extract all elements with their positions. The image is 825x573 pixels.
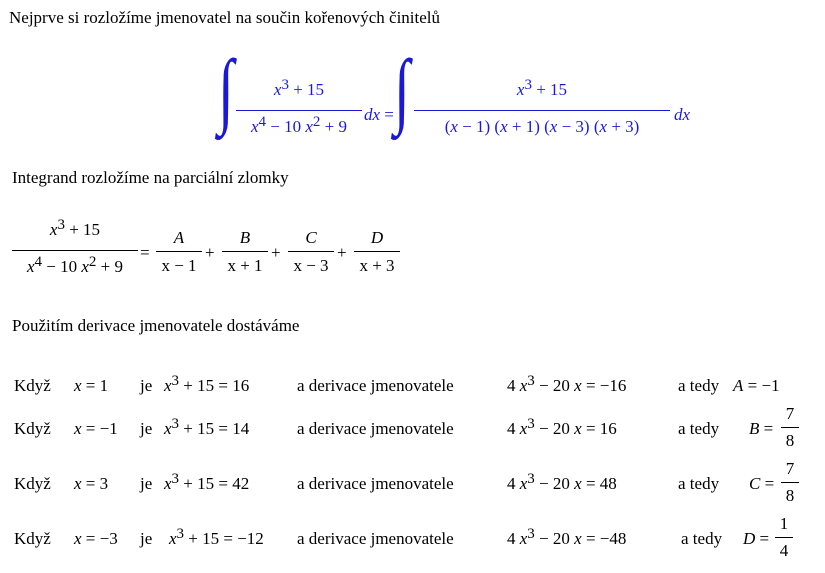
- term-b-numerator: B: [239, 228, 251, 247]
- fraction-bar: [156, 251, 202, 252]
- integrand-numerator: $x^3 + 15$: [273, 77, 325, 99]
- term-c-numerator: C: [305, 228, 317, 247]
- kdyz-label: Když: [14, 376, 51, 395]
- fraction-bar: [222, 251, 268, 252]
- lhs-numerator: $x^3 + 15$: [49, 217, 101, 239]
- term-a-fraction: [156, 228, 202, 280]
- equals-sign: =: [140, 243, 150, 262]
- tedy-label: a tedy: [678, 376, 720, 395]
- fraction-bar: [236, 110, 362, 111]
- je-label: je: [140, 376, 153, 395]
- result-fraction-c: [781, 459, 799, 507]
- term-d-numerator: D: [370, 228, 384, 247]
- factored-denominator: (x − 1) (x + 1) (x − 3) (x + 3): [444, 117, 640, 136]
- fraction-bar: [354, 251, 400, 252]
- integral-sign-left: ∫: [218, 42, 234, 137]
- derivative-value: 4 $x^3 - 20$ x = −48: [507, 526, 627, 548]
- differential-right: dx: [674, 105, 691, 124]
- result-value: A = −1: [733, 376, 780, 395]
- result-numerator: 7: [785, 404, 795, 423]
- case-row: [0, 526, 825, 553]
- term-a-numerator: A: [173, 228, 185, 247]
- result-fraction-b: [781, 404, 799, 452]
- derivative-value: 4 $x^3 - 20$ x = 16: [507, 416, 617, 438]
- fraction-bar: [775, 537, 793, 538]
- result-fraction-d: [775, 514, 793, 562]
- plus-sign: +: [271, 243, 281, 262]
- derivative-value: 4 $x^3 - 20$ x = −16: [507, 373, 627, 395]
- term-b-fraction: [222, 228, 268, 280]
- x-value: x = −1: [74, 419, 118, 438]
- kdyz-label: Když: [14, 419, 51, 438]
- partial-text: Integrand rozložíme na parciální zlomky: [12, 168, 289, 187]
- numerator-value: $x^3 + 15 = 14$: [164, 416, 250, 438]
- je-label: je: [140, 419, 153, 438]
- case-row: [0, 416, 825, 443]
- fraction-bar: [12, 250, 138, 251]
- lhs-fraction: [12, 217, 138, 290]
- result-variable: D =: [743, 529, 770, 548]
- integrand-denominator: $x^4 - 10$ $x^2 + 9$: [250, 114, 348, 136]
- factored-numerator: $x^3 + 15$: [516, 77, 568, 99]
- plus-sign: +: [205, 243, 215, 262]
- derivative-label: a derivace jmenovatele: [297, 474, 454, 493]
- derivative-label: a derivace jmenovatele: [297, 529, 454, 548]
- result-variable: C =: [749, 474, 775, 493]
- result-denominator: 8: [785, 431, 795, 450]
- result-numerator: 7: [785, 459, 795, 478]
- intro-text: Nejprve si rozložíme jmenovatel na součin kořenových činitelů: [9, 8, 441, 27]
- derivative-label: a derivace jmenovatele: [297, 376, 454, 395]
- derivative-text: Použitím derivace jmenovatele dostáváme: [12, 316, 300, 335]
- derivative-value: 4 $x^3 - 20$ x = 48: [507, 471, 617, 493]
- tedy-label: a tedy: [678, 419, 720, 438]
- term-b-denominator: x + 1: [227, 256, 263, 275]
- kdyz-label: Když: [14, 529, 51, 548]
- kdyz-label: Když: [14, 474, 51, 493]
- tedy-label: a tedy: [678, 474, 720, 493]
- integral-sign-right: ∫: [394, 42, 410, 137]
- result-numerator: 1: [779, 514, 789, 533]
- term-d-fraction: [354, 228, 400, 280]
- je-label: je: [140, 529, 153, 548]
- term-c-fraction: [288, 228, 334, 280]
- term-a-denominator: x − 1: [161, 256, 197, 275]
- result-variable: B =: [749, 419, 774, 438]
- plus-sign: +: [337, 243, 347, 262]
- x-value: x = 3: [74, 474, 109, 493]
- result-denominator: 4: [779, 541, 789, 560]
- derivative-label: a derivace jmenovatele: [297, 419, 454, 438]
- fraction-bar: [288, 251, 334, 252]
- tedy-label: a tedy: [681, 529, 723, 548]
- term-d-denominator: x + 3: [359, 256, 395, 275]
- numerator-value: $x^3 + 15 = 16$: [164, 373, 250, 395]
- integrand-fraction: [236, 77, 362, 150]
- differential-left: dx =: [364, 105, 394, 124]
- x-value: x = 1: [74, 376, 109, 395]
- result-denominator: 8: [785, 486, 795, 505]
- fraction-bar: [781, 482, 799, 483]
- x-value: x = −3: [74, 529, 118, 548]
- fraction-bar: [414, 110, 670, 111]
- numerator-value: $x^3 + 15 = -12$: [169, 526, 264, 548]
- je-label: je: [140, 474, 153, 493]
- fraction-bar: [781, 427, 799, 428]
- factored-fraction: [414, 77, 670, 150]
- lhs-denominator: $x^4 - 10$ $x^2 + 9$: [26, 254, 124, 276]
- case-row: [0, 471, 825, 498]
- case-row: [0, 373, 825, 400]
- term-c-denominator: x − 3: [293, 256, 329, 275]
- numerator-value: $x^3 + 15 = 42$: [164, 471, 250, 493]
